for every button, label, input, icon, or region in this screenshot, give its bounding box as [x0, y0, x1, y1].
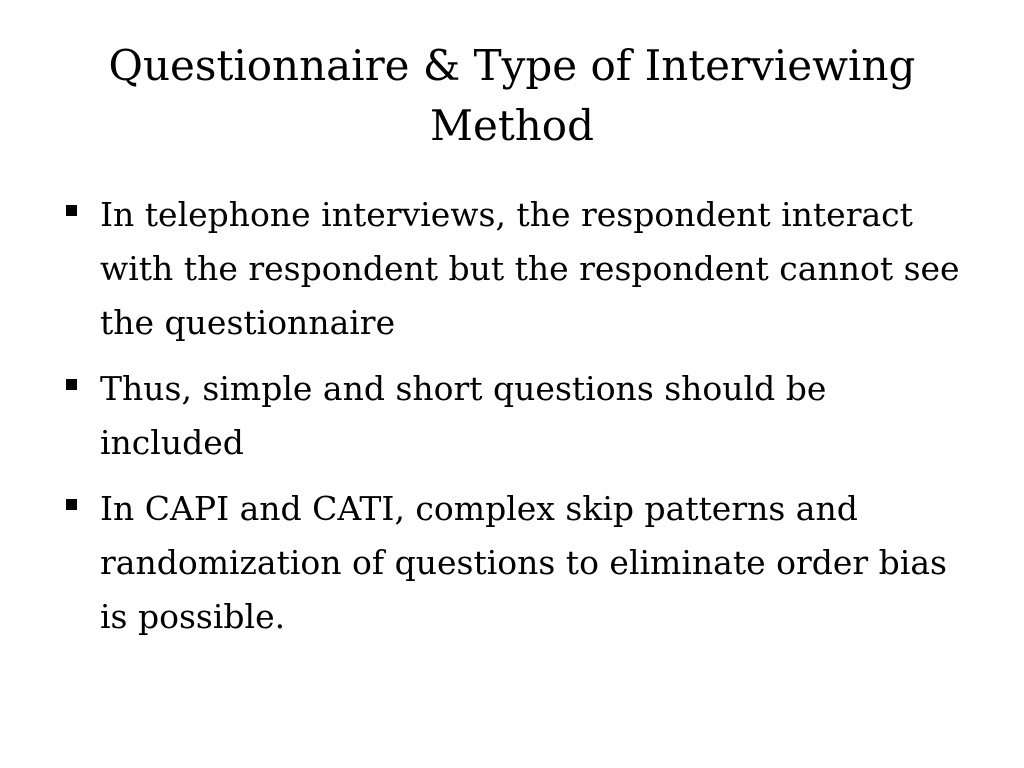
- bullet-item-simple-questions: [62, 362, 962, 470]
- bullet-text: In CAPI and CATI, complex skip patterns and randomization of questions to eliminate order bias is possible.: [100, 489, 947, 636]
- bullet-item-capi-cati: [62, 482, 962, 644]
- slide-title: Questionnaire & Type of Interviewing Method: [108, 41, 916, 150]
- bullet-list: [62, 188, 962, 656]
- square-bullet-icon: [66, 205, 77, 216]
- bullet-item-telephone: [62, 188, 962, 350]
- bullet-text: Thus, simple and short questions should be included: [100, 369, 827, 462]
- square-bullet-icon: [66, 379, 77, 390]
- bullet-text: In telephone interviews, the respondent interact with the respondent but the respondent cannot see the questionnaire: [100, 195, 960, 342]
- square-bullet-icon: [66, 499, 77, 510]
